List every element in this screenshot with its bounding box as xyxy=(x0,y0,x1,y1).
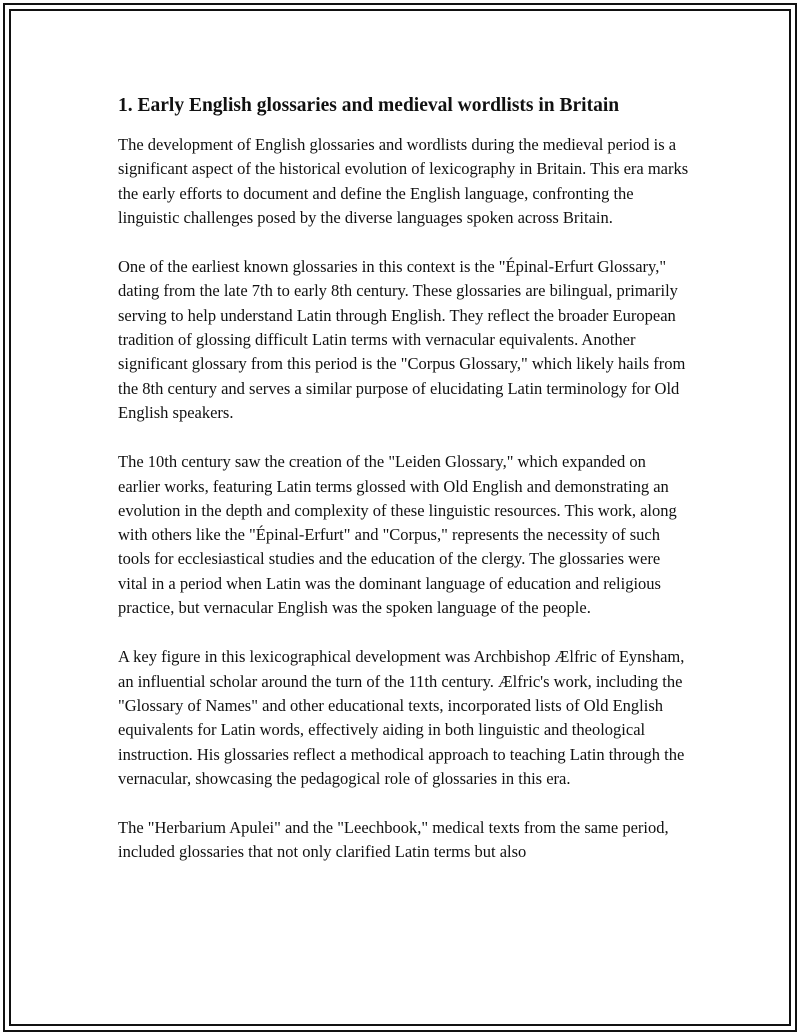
paragraph-intro: The development of English glossaries and wordlists during the medieval period is a significant aspect of the historical evolution of lexicography in Britain. This era marks the early efforts to document and define the English language, confronting the linguistic challenges posed by the diverse languages spoken across Britain. xyxy=(118,135,689,227)
paragraph-leiden-glossary: The 10th century saw the creation of the "Leiden Glossary," which expanded on earlier works, featuring Latin terms glossed with Old English and demonstrating an evolution in the depth and complexity of these linguistic resources. This work, along with others like the "Épinal-Erfurt" and "Corpus," represents the necessity of such tools for ecclesiastical studies and the education of the clergy. The glossaries were vital in a period when Latin was the dominant language of education and religious practice, but vernacular English was the spoken language of the people. xyxy=(118,452,677,618)
section-heading: 1. Early English glossaries and medieval wordlists in Britain xyxy=(118,95,620,116)
paragraph-epinal-erfurt: One of the earliest known glossaries in this context is the "Épinal-Erfurt Glossary," dating from the late 7th to early 8th century. These glossaries are bilingual, primarily serving to help understand Latin through English. They reflect the broader European tradition of glossing difficult Latin terms with vernacular equivalents. Another significant glossary from this period is the "Corpus Glossary," which likely hails from the 8th century and serves a similar purpose of elucidating Latin terminology for Old English speakers. xyxy=(118,257,686,422)
paragraph-herbarium-leechbook: The "Herbarium Apulei" and the "Leechbook," medical texts from the same period, included glossaries that not only clarified Latin terms but also xyxy=(118,818,669,862)
paragraph-aelfric: A key figure in this lexicographical development was Archbishop Ælfric of Eynsham, an influential scholar around the turn of the 11th century. Ælfric's work, including the "Glossary of Names" and other educational texts, incorporated lists of Old English equivalents for Latin words, effectively aiding in both linguistic and theological instruction. His glossaries reflect a methodical approach to teaching Latin through the vernacular, showcasing the pedagogical role of glossaries in this era. xyxy=(118,647,685,788)
document-body xyxy=(118,92,690,890)
